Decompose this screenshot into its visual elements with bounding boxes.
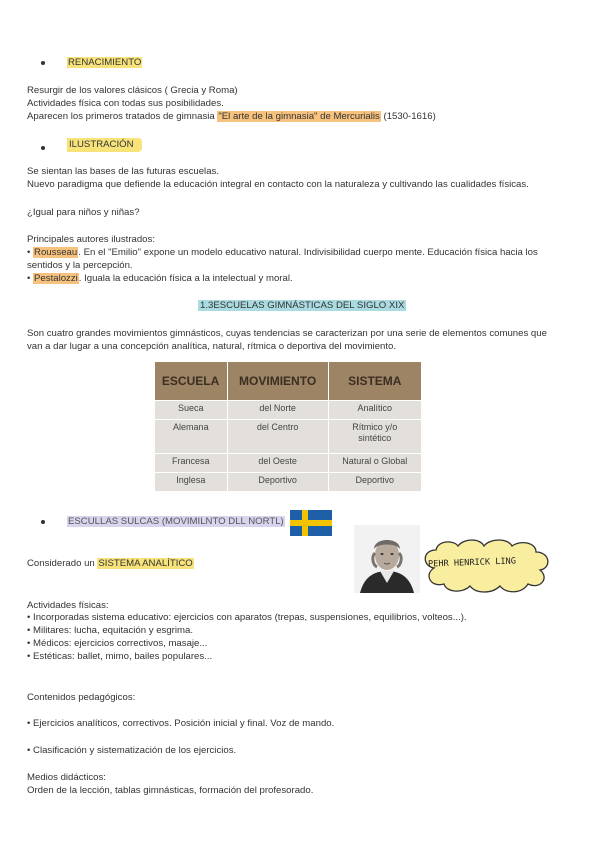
contenidos-item: • Ejercicios analíticos, correctivos. Posición inicial y final. Voz de mando. bbox=[27, 718, 335, 729]
pestalozzi-highlight: Pestalozzi bbox=[34, 273, 78, 284]
table-row bbox=[155, 401, 422, 420]
bullet-renacimiento bbox=[41, 61, 45, 65]
sweden-flag-icon bbox=[290, 510, 332, 536]
portrait-image bbox=[354, 525, 420, 593]
table-row bbox=[155, 420, 422, 454]
heading-suecas: ESCULLAS SULCAS (MOVIMILNTO DLL NORTL) bbox=[68, 516, 284, 527]
table-row bbox=[155, 454, 422, 473]
table-header-escuela: ESCUELA bbox=[155, 362, 228, 401]
medios-text: Orden de la lección, tablas gimnásticas, formación del profesorado. bbox=[27, 785, 314, 796]
heading-renacimiento: RENACIMIENTO bbox=[68, 57, 142, 68]
heading-ilustracion: ILUSTRACIÓN bbox=[67, 139, 142, 150]
table-cell: Deportivo bbox=[227, 473, 328, 492]
table-cell: del Norte bbox=[227, 401, 328, 420]
renacimiento-line-2: Actividades física con todas sus posibilidades. bbox=[27, 98, 224, 109]
pestalozzi-line: • Pestalozzi. Iguala la educación física a la intelectual y moral. bbox=[27, 273, 293, 284]
table-row bbox=[155, 473, 422, 492]
table-cell: del Centro bbox=[227, 420, 328, 454]
ilustracion-line-1: Se sientan las bases de las futuras escuelas. bbox=[27, 166, 219, 177]
ilustracion-question: ¿Igual para niños y niñas? bbox=[27, 207, 140, 218]
renacimiento-line-1: Resurgir de los valores clásicos ( Grecia y Roma) bbox=[27, 85, 238, 96]
bullet-ilustracion bbox=[41, 146, 45, 150]
contenidos-label: Contenidos pedagógicos: bbox=[27, 692, 136, 703]
table-cell: Deportivo bbox=[328, 473, 421, 492]
rousseau-line-2: sentidos y la percepción. bbox=[27, 260, 133, 271]
contenidos-item: • Clasificación y sistematización de los ejercicios. bbox=[27, 745, 237, 756]
table-cell: Alemana bbox=[155, 420, 228, 454]
escuelas-table bbox=[154, 362, 422, 492]
actividad-item: • Militares: lucha, equitación y esgrima. bbox=[27, 625, 193, 636]
renacimiento-line-3: Aparecen los primeros tratados de gimnasia "El arte de la gimnasia" de Mercurialis (1530-1616) bbox=[27, 111, 436, 122]
medios-label: Medios didácticos: bbox=[27, 772, 106, 783]
sistema-analitico-highlight: SISTEMA ANALÍTICO bbox=[98, 558, 193, 569]
table-cell: Rítmico y/o sintético bbox=[328, 420, 421, 454]
table-header-sistema: SISTEMA bbox=[328, 362, 421, 401]
table-cell: Inglesa bbox=[155, 473, 228, 492]
table-cell: Analítico bbox=[328, 401, 421, 420]
ilustracion-line-2: Nuevo paradigma que defiende la educación integral en contacto con la naturaleza y cultivando las cualidades físicas. bbox=[27, 179, 529, 190]
mercurialis-highlight: "El arte de la gimnasia" de Mercurialis bbox=[218, 111, 380, 122]
table-cell: Francesa bbox=[155, 454, 228, 473]
table-cell: Natural o Global bbox=[328, 454, 421, 473]
table-cell: del Oeste bbox=[227, 454, 328, 473]
actividad-item: • Médicos: ejercicios correctivos, masaje... bbox=[27, 638, 208, 649]
actividad-item: • Incorporadas sistema educativo: ejercicios con aparatos (trepas, suspensiones, equilibrios, volteos...). bbox=[27, 612, 467, 623]
escuelas-intro-1: Son cuatro grandes movimientos gimnásticos, cuyas tendencias se caracterizan por una serie de elementos comunes que bbox=[27, 328, 547, 339]
authors-label: Principales autores ilustrados: bbox=[27, 234, 155, 245]
rousseau-line: • Rousseau. En el "Emilio" expone un modelo educativo natural. Indivisibilidad cuerpo mente. Educación física hacia los bbox=[27, 247, 538, 258]
portrait-label: PEHR HENRICK LING bbox=[427, 556, 517, 570]
escuelas-intro-2: van a dar lugar a una concepción analítica, natural, rítmica o deportiva del movimiento. bbox=[27, 341, 397, 352]
escuelas-heading: 1.3ESCUELAS GIMNÁSTICAS DEL SIGLO XIX bbox=[200, 300, 405, 311]
bullet-suecas bbox=[41, 520, 45, 524]
considerado-line: Considerado un SISTEMA ANALÍTICO bbox=[27, 558, 193, 569]
rousseau-highlight: Rousseau bbox=[34, 247, 78, 258]
actividad-item: • Estéticas: ballet, mimo, bailes populares... bbox=[27, 651, 213, 662]
table-cell: Sueca bbox=[155, 401, 228, 420]
actividades-label: Actividades físicas: bbox=[27, 600, 109, 611]
table-header-row bbox=[155, 362, 422, 401]
table-header-movimiento: MOVIMIENTO bbox=[227, 362, 328, 401]
